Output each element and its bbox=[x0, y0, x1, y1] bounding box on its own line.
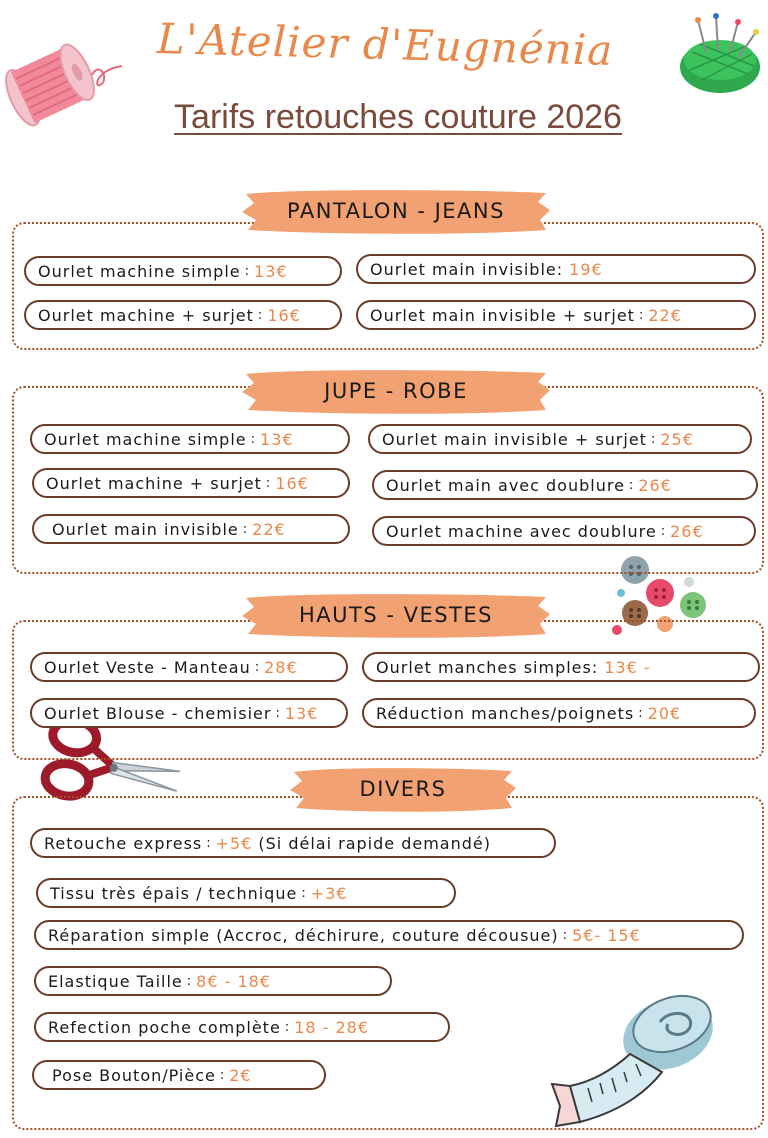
section-title-label: PANTALON - JEANS bbox=[287, 199, 505, 223]
brand-title: L'Atelier d'Eugnénia bbox=[156, 14, 614, 75]
section-title-hauts bbox=[240, 590, 552, 640]
price-item: Elastique Taille : 8€ - 18€ bbox=[34, 966, 392, 996]
price-item: Ourlet main invisible + surjet : 22€ bbox=[356, 300, 756, 330]
price-item: Ourlet machine simple : 13€ bbox=[30, 424, 350, 454]
price-item: Réparation simple (Accroc, déchirure, couture décousue) : 5€- 15€ bbox=[34, 920, 744, 950]
price-item: Ourlet main invisible + surjet : 25€ bbox=[368, 424, 752, 454]
section-title-divers bbox=[288, 764, 518, 814]
price-item: Ourlet machine simple : 13€ bbox=[24, 256, 342, 286]
section-title-jupe bbox=[240, 366, 552, 416]
price-item: Pose Bouton/Pièce : 2€ bbox=[32, 1060, 326, 1090]
section-title-pantalon bbox=[240, 186, 552, 236]
price-item: Ourlet main invisible : 22€ bbox=[32, 514, 350, 544]
section-pantalon bbox=[12, 222, 764, 350]
price-item: Ourlet machine avec doublure : 26€ bbox=[372, 516, 756, 546]
price-item: Réduction manches/poignets : 20€ bbox=[362, 698, 756, 728]
section-title-label: JUPE - ROBE bbox=[324, 379, 468, 403]
thread-spool-icon bbox=[0, 30, 130, 130]
price-item: Tissu très épais / technique : +3€ bbox=[36, 878, 456, 908]
price-item: Ourlet manches simples: 13€ - bbox=[362, 652, 760, 682]
price-item: Ourlet machine + surjet : 16€ bbox=[24, 300, 342, 330]
price-item: Retouche express : +5€ (Si délai rapide demandé) bbox=[30, 828, 556, 858]
price-item: Ourlet Blouse - chemisier : 13€ bbox=[30, 698, 348, 728]
price-item: Ourlet Veste - Manteau : 28€ bbox=[30, 652, 348, 682]
price-item: Ourlet main avec doublure : 26€ bbox=[372, 470, 758, 500]
section-hauts bbox=[12, 620, 764, 760]
section-title-label: DIVERS bbox=[359, 777, 447, 801]
section-title-label: HAUTS - VESTES bbox=[298, 603, 493, 627]
price-item: Ourlet main invisible: 19€ bbox=[356, 254, 756, 284]
page-title: Tarifs retouches couture 2026 bbox=[174, 98, 622, 136]
price-item: Refection poche complète : 18 - 28€ bbox=[34, 1012, 450, 1042]
pincushion-icon bbox=[672, 12, 768, 98]
price-item: Ourlet machine + surjet : 16€ bbox=[32, 468, 350, 498]
